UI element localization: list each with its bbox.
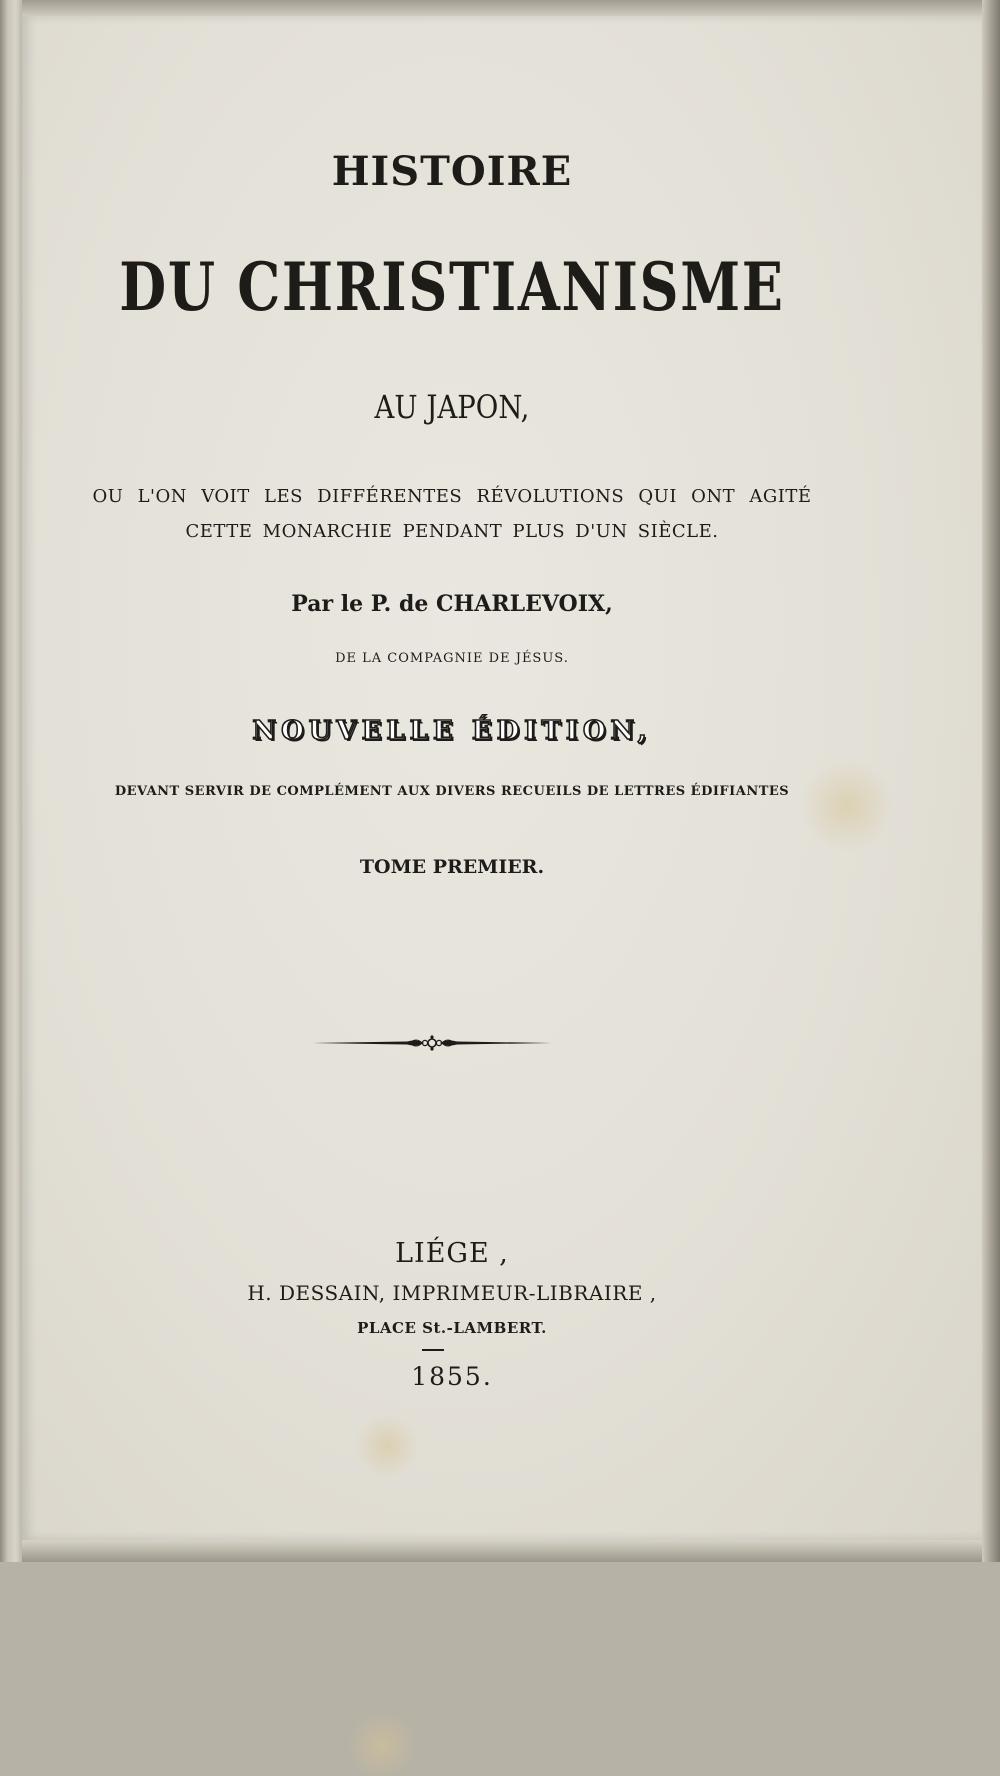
- imprint-printer: H. DESSAIN, IMPRIMEUR-LIBRAIRE ,: [247, 1281, 657, 1305]
- imprint-address: PLACE St.-LAMBERT.: [357, 1319, 547, 1337]
- society-line: DE LA COMPAGNIE DE JÉSUS.: [335, 651, 569, 666]
- imprint-year: 1855.: [411, 1362, 493, 1391]
- title-page: [22, 16, 982, 1540]
- decorative-rule-ornament-icon: [312, 1032, 552, 1054]
- volume-label: TOME PREMIER.: [359, 856, 545, 878]
- title-line-2: DU CHRISTIANISME: [119, 248, 785, 326]
- title-line-3: AU JAPON,: [374, 388, 530, 426]
- title-line-1: HISTOIRE: [331, 148, 573, 195]
- paper-stain: [352, 1416, 422, 1476]
- book-spine-edge: [0, 0, 22, 1562]
- complement-line: DEVANT SERVIR DE COMPLÉMENT AUX DIVERS RECUEILS DE LETTRES ÉDIFIANTES: [114, 784, 790, 799]
- paper-stain: [342, 1716, 422, 1776]
- author-line: Par le P. de CHARLEVOIX,: [291, 591, 613, 617]
- subtitle-line-1: OU L'ON VOIT LES DIFFÉRENTES RÉVOLUTIONS QUI ONT AGITÉ: [92, 486, 812, 507]
- book-bottom-edge: [22, 1540, 982, 1562]
- imprint-city: LIÉGE ,: [395, 1238, 509, 1269]
- paper-stain: [802, 756, 892, 856]
- subtitle-line-2: CETTE MONARCHIE PENDANT PLUS D'UN SIÈCLE.: [185, 521, 719, 542]
- edition-heading: NOUVELLE ÉDITION,: [252, 716, 652, 746]
- book-fore-edge: [982, 0, 1000, 1562]
- imprint-divider: [422, 1349, 444, 1351]
